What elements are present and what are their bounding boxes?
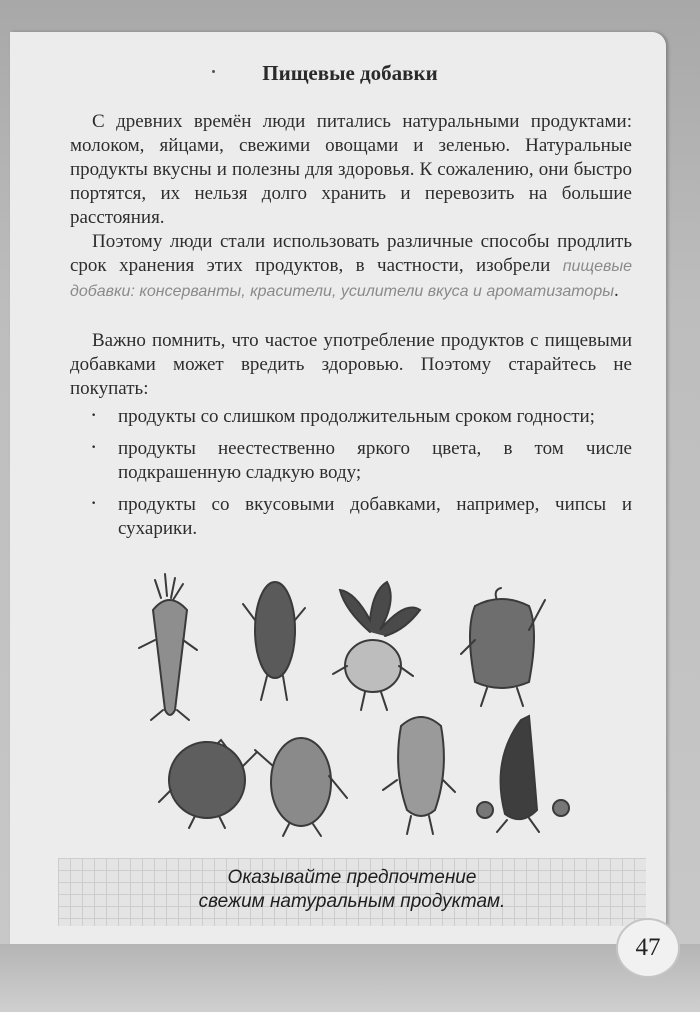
paragraph-additives-text: Поэтому люди стали использовать различные способы продлить срок хранения этих продуктов, в частности, изобрели <box>70 231 632 276</box>
tomato-character <box>159 740 257 828</box>
caption-line-2: свежим натуральным продуктам. <box>198 891 506 912</box>
avoid-list <box>88 405 632 549</box>
pepper-character <box>461 588 545 706</box>
list-item: · продукты со слишком продолжительным сроком годности; <box>88 405 632 429</box>
paragraph-additives <box>70 230 632 304</box>
beet-character <box>333 582 420 710</box>
additives-highlight: пищевые добавки: консерванты, красители, усилители вкуса и ароматизаторы <box>70 258 632 300</box>
vegetable-characters-illustration <box>125 570 595 840</box>
cabbage-character <box>383 717 455 834</box>
list-item: · продукты со вкусовыми добавками, например, чипсы и сухарики. <box>88 493 632 541</box>
potato-character <box>255 738 347 836</box>
paragraph-additives-end: . <box>613 280 619 301</box>
caption-line-1: Оказывайте предпочтение <box>227 867 477 888</box>
eggplant-character <box>477 716 569 832</box>
paragraph-warning: Важно помнить, что частое употребление продуктов с пищевыми добавками может вредить здоровью. Поэтому старайтесь не покупать: <box>70 330 632 399</box>
list-item: · продукты неестественно яркого цвета, в том числе подкрашенную сладкую воду; <box>88 437 632 485</box>
carrot-character <box>139 574 197 720</box>
cucumber-character <box>243 582 305 700</box>
caption <box>58 866 646 914</box>
page-title: Пищевые добавки <box>262 61 438 85</box>
paragraph-intro: С древних времён люди питались натуральными продуктами: молоком, яйцами, свежими овощами и зеленью. Натуральные продукты вкусны и полезны для здоровья. К сожалению, они быстро портятся, их нельзя долго хранить и перевозить на большие расстояния. <box>70 111 632 228</box>
page-number-badge: 47 <box>616 918 680 978</box>
page-edge-strip <box>0 944 700 1012</box>
